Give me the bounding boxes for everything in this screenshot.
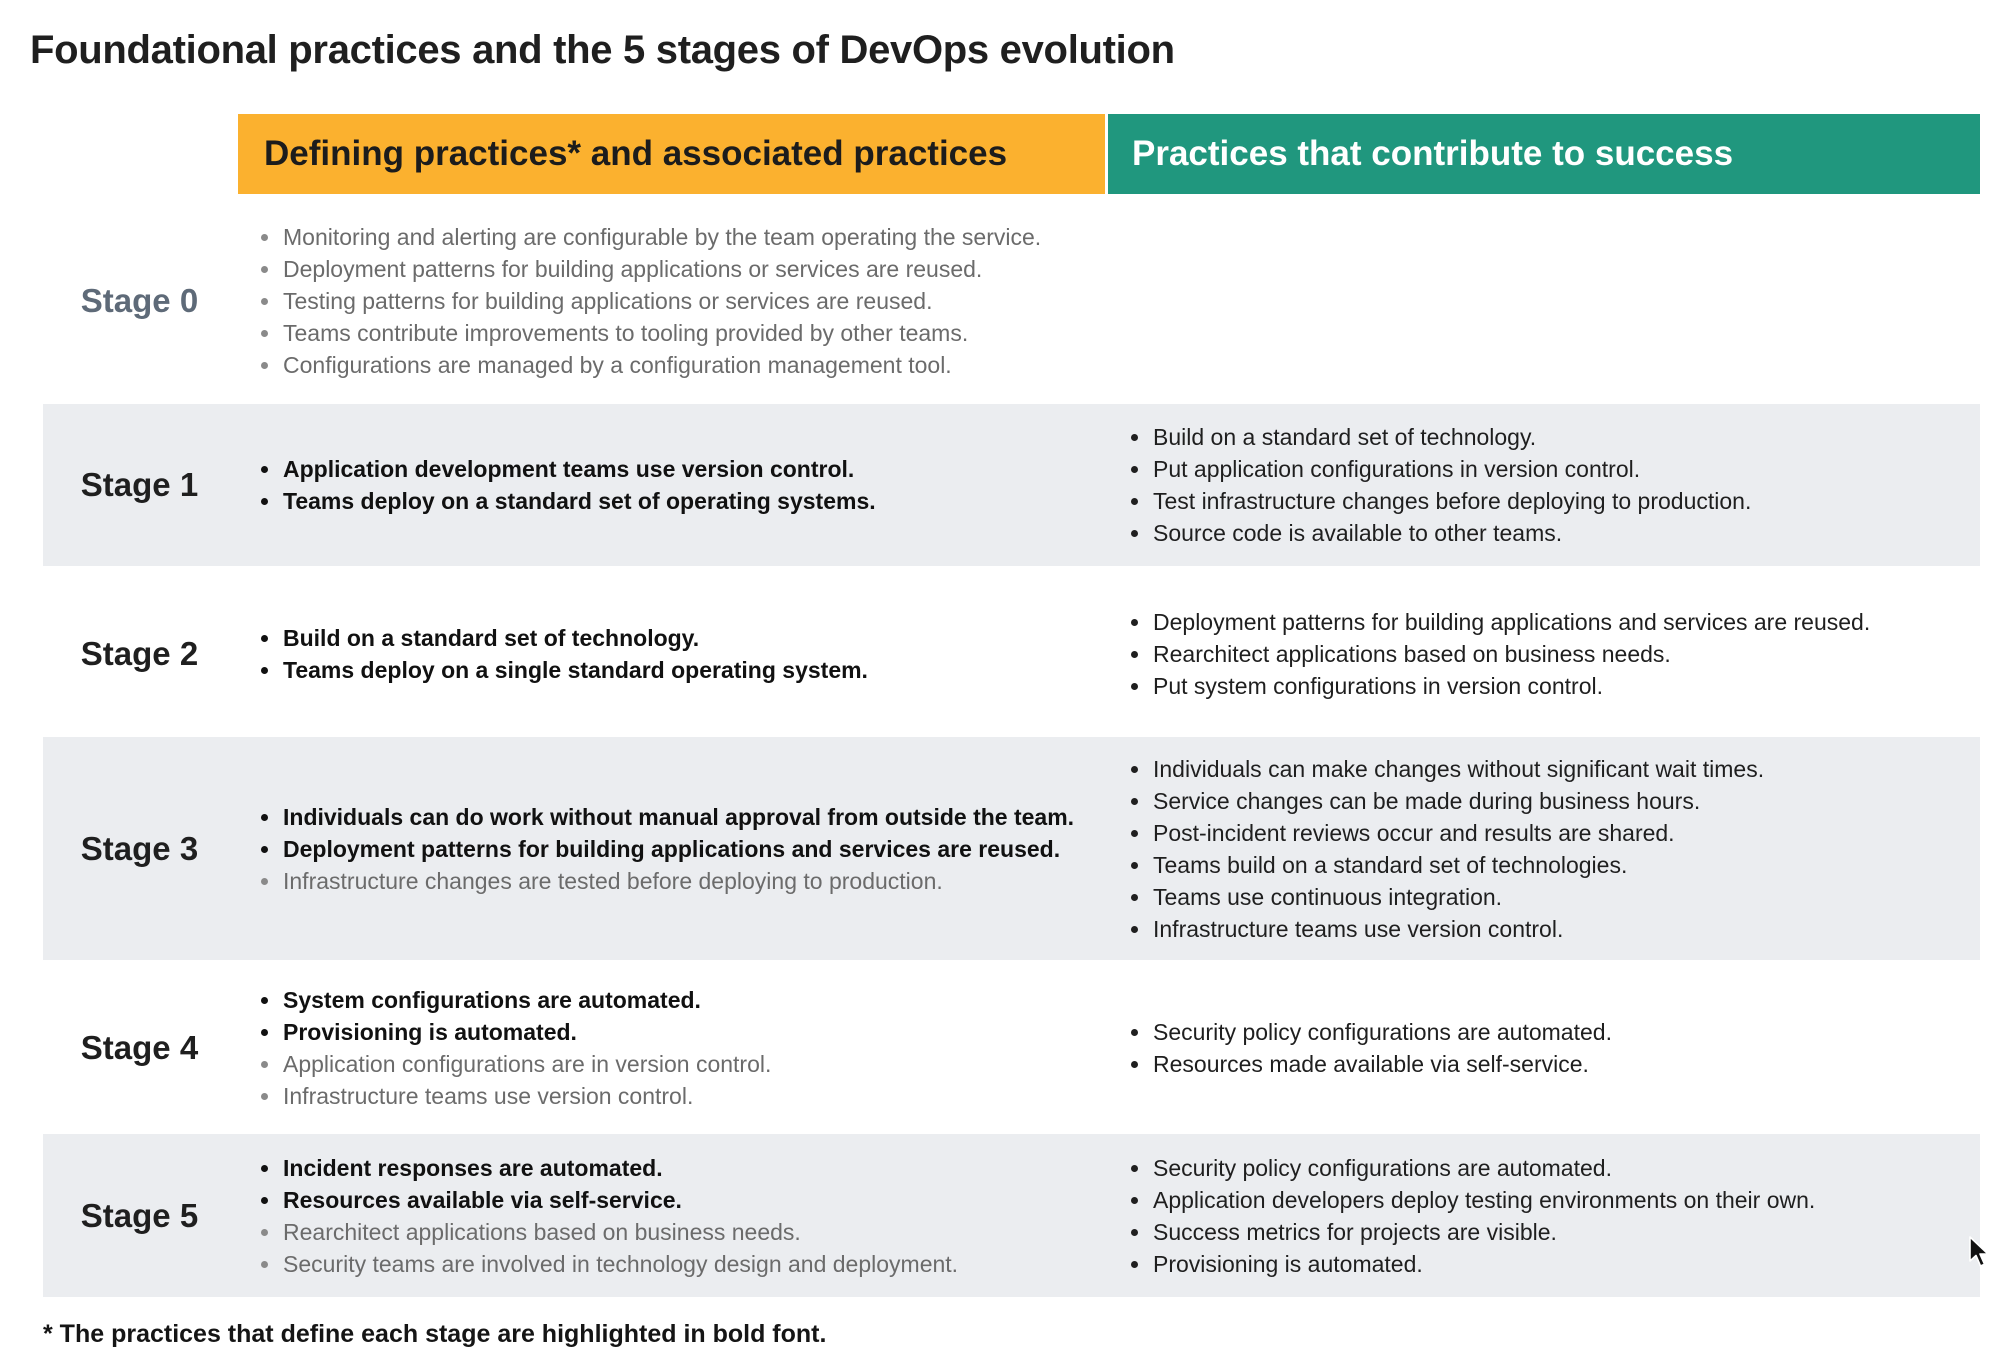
stage-3-contributing-practices bbox=[1128, 737, 1978, 960]
stage-5-defining-item: Resources available via self-service. bbox=[258, 1184, 1118, 1216]
stage-2-row bbox=[43, 573, 1980, 735]
stage-5-contributing-practices bbox=[1128, 1134, 1978, 1297]
stage-2-defining-item: Teams deploy on a single standard operating system. bbox=[258, 654, 1118, 686]
stage-0-label: Stage 0 bbox=[80, 281, 199, 319]
stage-4-defining-item: Provisioning is automated. bbox=[258, 1016, 1118, 1048]
stage-1-defining-practices bbox=[258, 404, 1118, 566]
stage-2-defining-practices bbox=[258, 573, 1118, 735]
stage-0-defining-item: Configurations are managed by a configuration management tool. bbox=[258, 349, 1118, 381]
page-title: Foundational practices and the 5 stages of DevOps evolution bbox=[30, 28, 1175, 72]
stage-3-contributing-item: Post-incident reviews occur and results are shared. bbox=[1128, 817, 1978, 849]
footnote: * The practices that define each stage are highlighted in bold font. bbox=[43, 1320, 827, 1348]
stage-3-defining-item: Deployment patterns for building applications and services are reused. bbox=[258, 833, 1118, 865]
stage-1-defining-item: Teams deploy on a standard set of operating systems. bbox=[258, 485, 1118, 517]
stage-4-defining-item: Application configurations are in version control. bbox=[258, 1048, 1118, 1080]
stage-1-contributing-practices bbox=[1128, 404, 1978, 566]
stage-3-contributing-item: Teams build on a standard set of technologies. bbox=[1128, 849, 1978, 881]
stage-3-label: Stage 3 bbox=[80, 829, 199, 867]
stage-4-defining-item: System configurations are automated. bbox=[258, 984, 1118, 1016]
stage-5-label: Stage 5 bbox=[80, 1196, 199, 1234]
stage-0-defining-item: Teams contribute improvements to tooling provided by other teams. bbox=[258, 317, 1118, 349]
stage-3-row bbox=[43, 737, 1980, 960]
stage-5-row bbox=[43, 1134, 1980, 1297]
stage-1-contributing-item: Put application configurations in version control. bbox=[1128, 453, 1978, 485]
stage-4-row bbox=[43, 968, 1980, 1128]
stage-4-contributing-item: Security policy configurations are automated. bbox=[1128, 1016, 1978, 1048]
mouse-pointer-icon bbox=[1968, 1236, 1990, 1268]
stage-3-contributing-item: Teams use continuous integration. bbox=[1128, 881, 1978, 913]
stage-3-contributing-item: Service changes can be made during business hours. bbox=[1128, 785, 1978, 817]
stage-5-contributing-item: Application developers deploy testing environments on their own. bbox=[1128, 1184, 1978, 1216]
stage-1-label: Stage 1 bbox=[80, 466, 199, 503]
stage-0-row bbox=[43, 213, 1980, 388]
stage-2-contributing-item: Deployment patterns for building applications and services are reused. bbox=[1128, 606, 1978, 638]
contributing-practices-header-label: Practices that contribute to success bbox=[1132, 134, 1734, 173]
stage-5-defining-practices bbox=[258, 1134, 1118, 1297]
stage-0-contributing-practices bbox=[1128, 213, 1978, 388]
stage-5-defining-item: Rearchitect applications based on business needs. bbox=[258, 1216, 1118, 1248]
stage-2-defining-item: Build on a standard set of technology. bbox=[258, 622, 1118, 654]
stage-3-contributing-item: Infrastructure teams use version control. bbox=[1128, 913, 1978, 945]
stage-2-contributing-practices bbox=[1128, 573, 1978, 735]
stage-0-defining-item: Testing patterns for building applications or services are reused. bbox=[258, 285, 1118, 317]
stage-1-contributing-item: Source code is available to other teams. bbox=[1128, 517, 1978, 549]
stage-4-contributing-practices bbox=[1128, 968, 1978, 1128]
stage-0-defining-item: Monitoring and alerting are configurable by the team operating the service. bbox=[258, 221, 1118, 253]
stage-5-contributing-item: Security policy configurations are automated. bbox=[1128, 1152, 1978, 1184]
stage-4-contributing-item: Resources made available via self-service. bbox=[1128, 1048, 1978, 1080]
stage-1-contributing-item: Test infrastructure changes before deploying to production. bbox=[1128, 485, 1978, 517]
stage-3-defining-item: Individuals can do work without manual approval from outside the team. bbox=[258, 801, 1118, 833]
defining-practices-header-label: Defining practices* and associated practices bbox=[264, 134, 1008, 173]
stage-4-label: Stage 4 bbox=[80, 1029, 199, 1066]
stage-3-defining-practices bbox=[258, 737, 1118, 960]
stage-1-row bbox=[43, 404, 1980, 566]
defining-practices-header bbox=[238, 114, 1105, 194]
stage-5-contributing-item: Success metrics for projects are visible. bbox=[1128, 1216, 1978, 1248]
stage-2-contributing-item: Rearchitect applications based on business needs. bbox=[1128, 638, 1978, 670]
stage-4-defining-practices bbox=[258, 968, 1118, 1128]
stage-3-contributing-item: Individuals can make changes without significant wait times. bbox=[1128, 753, 1978, 785]
stage-2-label: Stage 2 bbox=[80, 635, 199, 672]
stage-5-defining-item: Incident responses are automated. bbox=[258, 1152, 1118, 1184]
stage-5-contributing-item: Provisioning is automated. bbox=[1128, 1248, 1978, 1280]
stage-5-defining-item: Security teams are involved in technology design and deployment. bbox=[258, 1248, 1118, 1280]
stage-1-defining-item: Application development teams use version control. bbox=[258, 453, 1118, 485]
stage-0-defining-practices bbox=[258, 213, 1118, 388]
stage-0-defining-item: Deployment patterns for building applications or services are reused. bbox=[258, 253, 1118, 285]
stage-3-defining-item: Infrastructure changes are tested before deploying to production. bbox=[258, 865, 1118, 897]
contributing-practices-header bbox=[1108, 114, 1980, 194]
stage-2-contributing-item: Put system configurations in version control. bbox=[1128, 670, 1978, 702]
stage-1-contributing-item: Build on a standard set of technology. bbox=[1128, 421, 1978, 453]
stage-4-defining-item: Infrastructure teams use version control. bbox=[258, 1080, 1118, 1112]
